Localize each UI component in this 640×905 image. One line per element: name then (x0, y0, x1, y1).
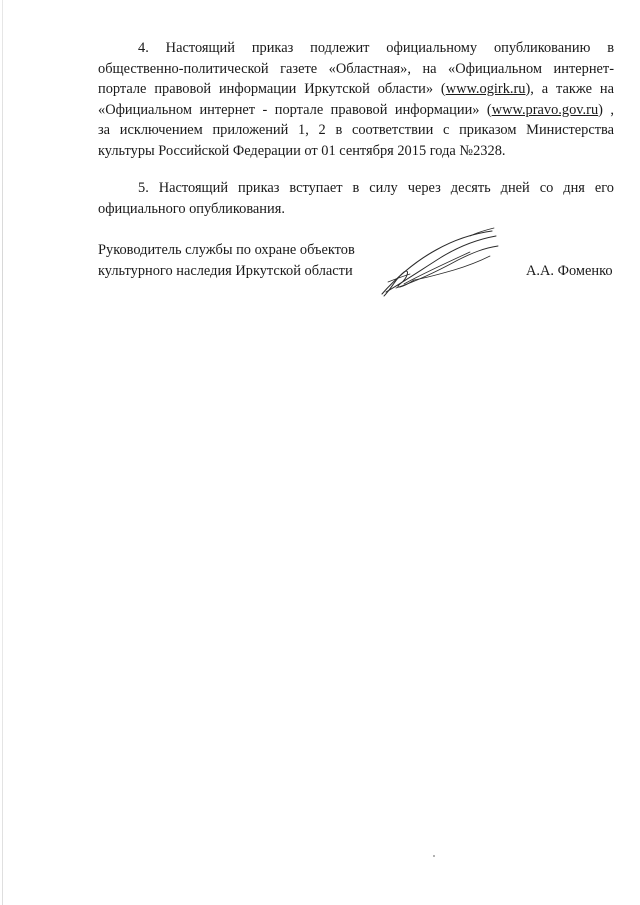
paragraph-4-line-5: за исключением приложений 1, 2 в соответствии с приказом Министерства (98, 122, 614, 138)
paragraph-4-line-1-text: Настоящий приказ подлежит официальному опубликованию в (165, 40, 614, 56)
signatory-name: А.А. Фоменко (526, 263, 613, 279)
paragraph-4-line-4-text-b: ) , (598, 101, 614, 118)
paragraph-5-line-1: 5. Настоящий приказ вступает в силу через десять дней со дня его (138, 180, 614, 196)
paragraph-4-line-3 (98, 79, 614, 100)
paragraph-4-line-4-text-a: «Официальном интернет - портале правовой информации» ( (98, 101, 492, 118)
scan-edge-line (2, 0, 3, 905)
paragraph-4 (98, 38, 614, 161)
signatory-position (98, 240, 398, 282)
paragraph-5 (98, 178, 614, 219)
pravo-link[interactable]: www.pravo.gov.ru (491, 101, 599, 118)
signatory-position-line-1: Руководитель службы по охране объектов (98, 242, 355, 258)
paragraph-4-line-2: общественно-политической газете «Областная», на «Официальном интернет- (98, 60, 614, 77)
paragraph-4-line-4 (98, 100, 614, 121)
ogirk-link[interactable]: www.ogirk.ru (445, 81, 526, 97)
paragraph-4-line-3-text-a: портале правовой информации Иркутской области» ( (98, 81, 446, 97)
paragraph-4-line-3-text-b: ), а также на (525, 81, 614, 97)
paragraph-4-line-6: культуры Российской Федерации от 01 сентября 2015 года №2328. (98, 142, 506, 159)
scan-speck (433, 855, 435, 857)
handwritten-signature-icon (374, 222, 504, 302)
paragraph-4-line-1 (98, 38, 614, 59)
paragraph-5-line-2: официального опубликования. (98, 200, 285, 217)
signatory-position-line-2: культурного наследия Иркутской области (98, 263, 353, 279)
paragraph-4-number: 4. (138, 40, 149, 56)
